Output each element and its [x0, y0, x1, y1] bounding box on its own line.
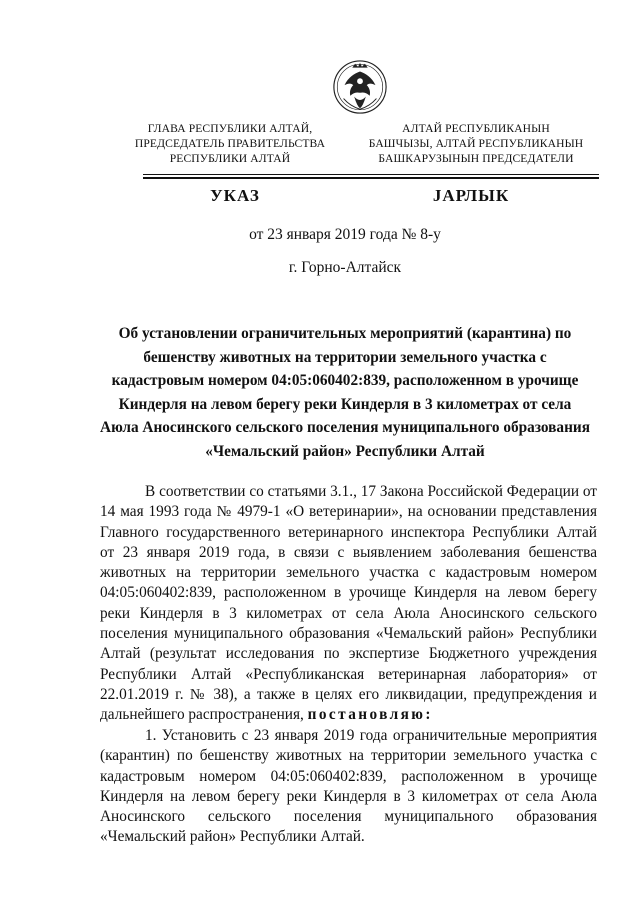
item1-line: 1. Установить с 23 января 2019 года ограничительные мероприятия	[145, 727, 597, 744]
title-line: Киндерля на левом берегу реки Киндерля в 3 километрах от села	[118, 395, 572, 413]
header-left-block	[120, 121, 340, 166]
doc-type-russian: УКАЗ	[210, 186, 260, 205]
preamble-line: животных на территории земельного участка с кадастровым номером	[100, 564, 597, 582]
header-right-line: БАШЧЫЗЫ, АЛТАЙ РЕСПУБЛИКАНЫН	[368, 137, 584, 150]
preamble-line: 04:05:060402:839, расположенном в урочище Киндерля на левом берегу	[100, 584, 597, 602]
preamble-line: Главного государственного ветеринарного инспектора Республики Алтай	[100, 523, 597, 541]
preamble-line: Республики Алтай «Республиканская ветеринарная лаборатория» от	[100, 665, 597, 683]
preamble-line: поселения муниципального образования «Чемальский район» Республики	[100, 625, 597, 643]
decree-title	[100, 322, 590, 463]
item1-last-line: «Чемальский район» Республики Алтай.	[100, 828, 365, 846]
decree-date-number: от 23 января 2019 года № 8-у	[249, 226, 441, 243]
preamble-line: реки Киндерля в 3 километрах от села Аюла Аносинского сельского	[100, 604, 597, 622]
preamble-paragraph	[100, 482, 597, 726]
header-divider-thick	[143, 177, 599, 179]
preamble-last-text: дальнейшего распространения,	[100, 706, 304, 724]
preamble-line: В соответствии со статьями 3.1., 17 Закона Российской Федерации от	[145, 483, 597, 500]
title-line: Аюла Аносинского сельского поселения муниципального образования	[100, 419, 590, 436]
preamble-line: от 23 января 2019 года, в связи с выявлением заболевания бешенства	[100, 543, 597, 561]
item1-line: Аносинского сельского поселения муниципального образования	[100, 808, 597, 826]
header-right-line: БАШКАРУЗЫНЫН ПРЕДСЕДАТЕЛИ	[378, 152, 574, 165]
decree-operative-word: постановляю:	[307, 706, 433, 724]
title-line: «Чемальский район» Республики Алтай	[205, 442, 485, 460]
republic-emblem-seal	[331, 58, 389, 116]
preamble-line: 14 мая 1993 года № 4979-1 «О ветеринарии», на основании представления	[100, 503, 597, 521]
preamble-line: Алтай (результат исследования по экспертизе Бюджетного учреждения	[100, 645, 597, 663]
decree-item-1	[100, 726, 597, 848]
header-divider-thin	[143, 174, 599, 175]
header-right-block	[356, 121, 596, 166]
title-line: Об установлении ограничительных мероприятий (карантина) по	[118, 325, 572, 342]
header-left-line: РЕСПУБЛИКИ АЛТАЙ	[169, 152, 291, 165]
item1-line: (карантин) по бешенству животных на территории земельного участка с	[100, 747, 597, 765]
header-left-line: ГЛАВА РЕСПУБЛИКИ АЛТАЙ,	[147, 122, 313, 135]
preamble-line: 22.01.2019 г. № 38), а также в целях его ликвидации, предупреждения и	[100, 685, 597, 703]
title-line: бешенству животных на территории земельного участка с	[143, 348, 547, 366]
item1-line: Киндерля на левом берегу реки Киндерля в 3 километрах от села Аюла	[100, 787, 597, 805]
item1-line: кадастровым номером 04:05:060402:839, расположенном в урочище	[100, 767, 597, 785]
preamble-last-line	[100, 705, 597, 725]
doc-type-altai: JАРЛЫК	[432, 186, 510, 205]
header-right-line: АЛТАЙ РЕСПУБЛИКАНЫН	[402, 122, 550, 135]
header-left-line: ПРЕДСЕДАТЕЛЬ ПРАВИТЕЛЬСТВА	[134, 137, 326, 150]
decree-city: г. Горно-Алтайск	[288, 259, 402, 276]
title-line: кадастровым номером 04:05:060402:839, расположенном в урочище	[111, 372, 579, 389]
